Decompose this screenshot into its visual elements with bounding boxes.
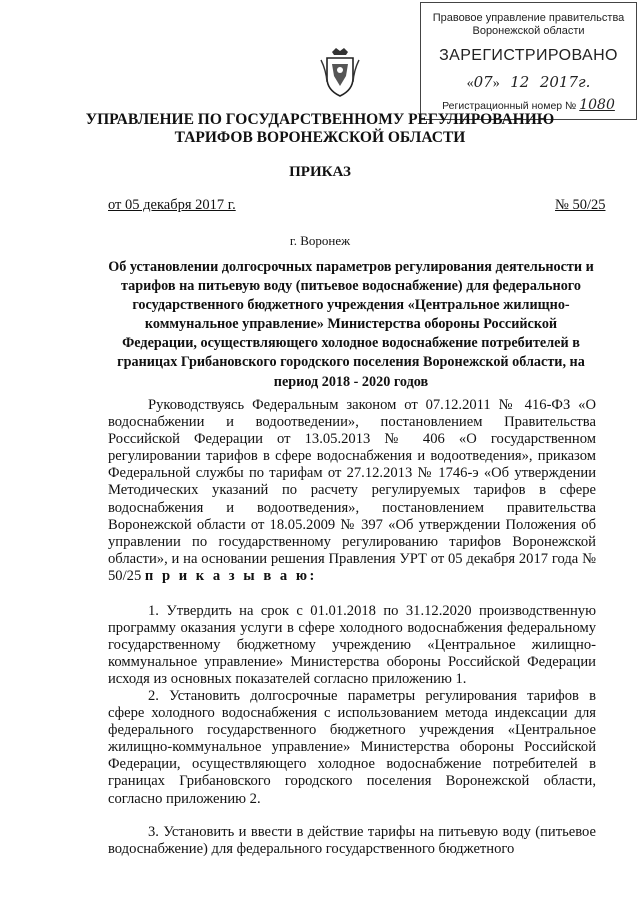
agency-name-line1: УПРАВЛЕНИЕ ПО ГОСУДАРСТВЕННОМУ РЕГУЛИРОВАНИЮ xyxy=(85,111,555,128)
document-subject: Об установлении долгосрочных параметров регулирования деятельности и тарифов на питьевую воду (питьевое водоснабжение) для федерального государственного бюджетного учреждения «Центральное жилищно-коммунальное управление» Министерства обороны Российской Федерации, осуществляющего холодное водоснабжение потребителей в границах Грибановского городского поселения Воронежской области, на период 2018 - 2020 годов xyxy=(108,259,594,390)
document-type: ПРИКАЗ xyxy=(289,164,351,180)
stamp-date-day: 07 xyxy=(473,73,493,91)
stamp-authority-line1: Правовое управление правительства xyxy=(432,12,625,24)
stamp-date: «07» 12 2017г. xyxy=(466,73,591,91)
registration-stamp xyxy=(420,2,637,120)
order-word: п р и к а з ы в а ю: xyxy=(144,567,317,584)
stamp-date-month: 12 xyxy=(510,73,530,91)
stamp-reg-label: Регистрационный номер № xyxy=(442,100,577,112)
stamp-date-year: 2017г. xyxy=(539,73,591,91)
stamp-authority-line2: Воронежской области xyxy=(472,25,585,37)
order-item-3: 3. Установить и ввести в действие тарифы на питьевую воду (питьевое водоснабжение) для федерального государственного бюджетного xyxy=(108,824,596,858)
order-item-1: 1. Утвердить на срок с 01.01.2018 по 31.12.2020 производственную программу оказания услуги в сфере холодного водоснабжения федеральному государственному бюджетному учреждению «Центральное жилищно-коммунальное управление» Министерства обороны Российской Федерации исходя из основных показателей согласно приложению 1. xyxy=(108,603,596,688)
stamp-status: ЗАРЕГИСТРИРОВАНО xyxy=(439,47,618,64)
order-item-2: 2. Установить долгосрочные параметры регулирования тарифов в сфере холодного водоснабжения с использованием метода индексации для федерального государственного бюджетного учреждения «Центральное жилищно-коммунальное управление» Министерства обороны Российской Федерации, осуществляющего холодное водоснабжение потребителей в границах Грибановского городского поселения Воронежской области, согласно приложению 2. xyxy=(108,688,596,807)
document-date: от 05 декабря 2017 г. xyxy=(108,197,236,213)
coat-of-arms-icon xyxy=(318,46,362,98)
agency-name-line2: ТАРИФОВ ВОРОНЕЖСКОЙ ОБЛАСТИ xyxy=(174,129,466,146)
stamp-reg-number: 1080 xyxy=(579,97,615,113)
preamble-paragraph xyxy=(108,397,596,585)
preamble-text: Руководствуясь Федеральным законом от 07.12.2011 № 416-ФЗ «О водоснабжении и водоотведении», постановлением Правительства Российской Федерации от 13.05.2013 № 406 «О государственном регулировании тарифов в сфере водоснабжения и водоотведения», приказом Федеральной службы по тарифам от 27.12.2013 № 1746-э «Об утверждении Методических указаний по расчету регулируемых тарифов в сфере водоснабжения и водоотведения», постановлением правительства Воронежской области от 18.05.2009 № 397 «Об утверждении Положения об управлении по государственному регулированию тарифов Воронежской области», и на основании решения Правления УРТ от 05 декабря 2017 года № 50/25 xyxy=(108,397,596,584)
document-number: № 50/25 xyxy=(555,197,606,213)
document-city: г. Воронеж xyxy=(289,233,351,248)
